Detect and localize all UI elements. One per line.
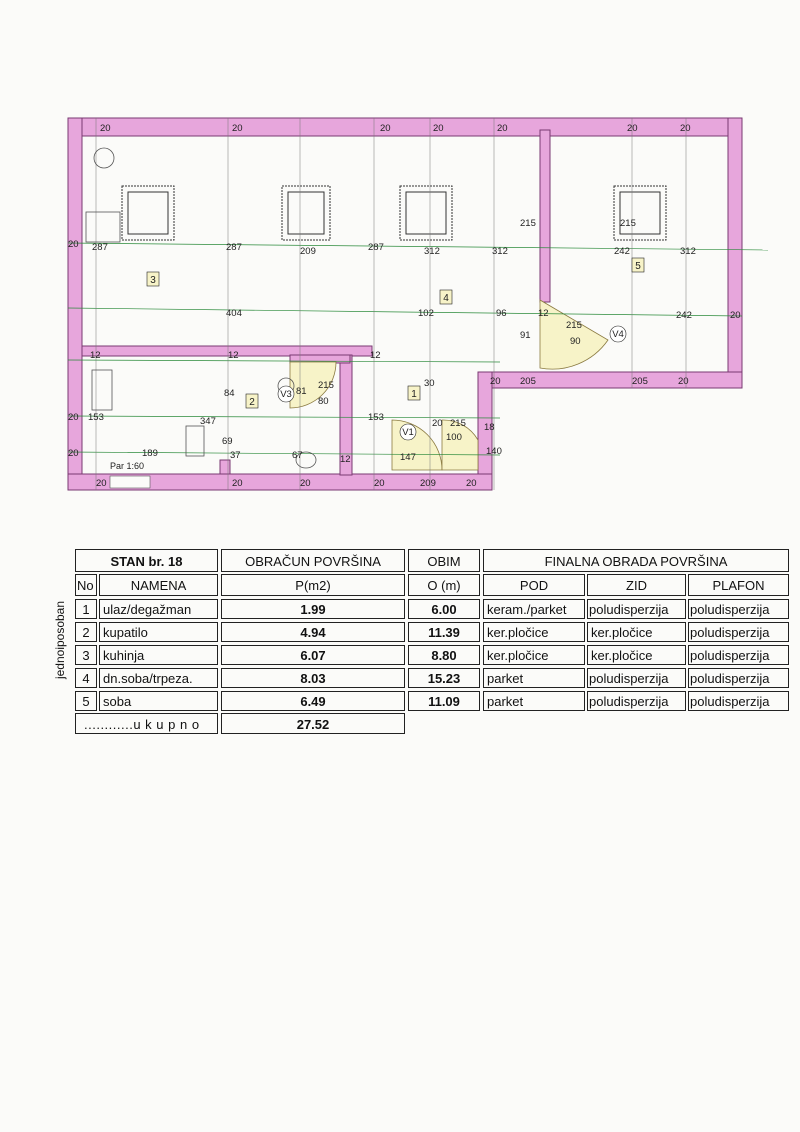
svg-text:153: 153 [88,412,104,423]
svg-text:312: 312 [492,246,508,257]
total-value: 27.52 [221,713,405,734]
svg-text:20: 20 [100,123,111,134]
col-plafon: PLAFON [688,574,789,596]
col-zid: ZID [587,574,686,596]
room-label-5: 5 [635,261,641,272]
svg-text:287: 287 [368,242,384,253]
window-label-v4: V4 [612,329,624,340]
header-obracun: OBRAČUN POVRŠINA [221,549,405,572]
header-obim: OBIM [408,549,480,572]
svg-text:215: 215 [450,418,466,429]
svg-text:20: 20 [374,478,385,489]
scale-label: Par 1:60 [110,461,145,471]
room-label-4: 4 [443,293,449,304]
svg-text:20: 20 [68,448,79,459]
header-finalna: FINALNA OBRADA POVRŠINA [483,549,789,572]
svg-text:81: 81 [296,386,307,397]
window-label-v3: V3 [280,389,292,400]
svg-text:12: 12 [370,350,381,361]
svg-text:205: 205 [632,376,648,387]
skylights [122,186,666,240]
svg-text:20: 20 [432,418,443,429]
svg-text:84: 84 [224,388,235,399]
svg-text:20: 20 [300,478,311,489]
svg-text:102: 102 [418,308,434,319]
dims-right [730,310,741,321]
total-label: ............u k u p n o [75,713,218,734]
col-p: P(m2) [221,574,405,596]
svg-text:20: 20 [730,310,741,321]
svg-text:20: 20 [96,478,107,489]
svg-text:287: 287 [92,242,108,253]
svg-text:20: 20 [232,478,243,489]
svg-text:12: 12 [538,308,549,319]
room-label-2: 2 [249,397,255,408]
room-label-3: 3 [150,275,156,286]
table-grid: STAN br. 18 OBRAČUN POVRŠINA OBIM FINALNA OBRADA POVRŠINA No NAMENA P(m2) O (m) POD ZID PLAFON 1 ulaz/degažman 1.99 6.00 keram./parket poludisperzija poludisperzija 2 kupatilo 4.94 11.39 ker.pločice ker.pločice poludisperzija 3 kuhinja 6.07 8.80 ker.pločice ker.pločice poludisperzija 4 dn.soba/trpeza. 8.03 15.23 parket poludisperzija poludisperzija 5 soba 6.49 11.09 parket poludisperzija poludisperzija ............u k u p n o 27.52 [45,545,793,735]
svg-text:312: 312 [424,246,440,257]
svg-text:209: 209 [300,246,316,257]
col-o: O (m) [408,574,480,596]
svg-text:20: 20 [68,412,79,423]
svg-text:90: 90 [570,336,581,347]
svg-text:20: 20 [68,239,79,250]
dims-room4 [370,218,549,389]
svg-text:12: 12 [340,454,351,465]
vertical-grid-lines [96,118,686,490]
svg-text:96: 96 [496,308,507,319]
svg-text:20: 20 [490,376,501,387]
svg-text:215: 215 [520,218,536,229]
col-no: No [75,574,97,596]
svg-text:20: 20 [433,123,444,134]
svg-text:242: 242 [676,310,692,321]
header-stan: STAN br. 18 [75,549,218,572]
svg-text:215: 215 [318,380,334,391]
svg-text:242: 242 [614,246,630,257]
svg-text:12: 12 [228,350,239,361]
svg-text:287: 287 [226,242,242,253]
vertical-label: jednoiposoban [53,600,67,680]
col-namena: NAMENA [99,574,218,596]
openings [110,476,150,488]
floor-plan [0,0,800,540]
svg-text:20: 20 [466,478,477,489]
svg-text:100: 100 [446,432,462,443]
svg-text:215: 215 [566,320,582,331]
svg-text:67: 67 [292,450,303,461]
svg-text:215: 215 [620,218,636,229]
svg-text:18: 18 [484,422,495,433]
svg-text:20: 20 [678,376,689,387]
svg-text:20: 20 [680,123,691,134]
svg-text:80: 80 [318,396,329,407]
svg-text:404: 404 [226,308,242,319]
svg-text:209: 209 [420,478,436,489]
window-label-v1: V1 [402,427,414,438]
svg-text:153: 153 [368,412,384,423]
dims-room3 [90,242,384,361]
room-label-1: 1 [411,389,417,400]
svg-text:30: 30 [424,378,435,389]
svg-text:189: 189 [142,448,158,459]
svg-text:91: 91 [520,330,531,341]
svg-text:347: 347 [200,416,216,427]
svg-text:147: 147 [400,452,416,463]
svg-text:312: 312 [680,246,696,257]
svg-text:20: 20 [232,123,243,134]
svg-text:20: 20 [497,123,508,134]
col-pod: POD [483,574,585,596]
svg-text:140: 140 [486,446,502,457]
svg-text:205: 205 [520,376,536,387]
svg-text:37: 37 [230,450,241,461]
svg-text:12: 12 [90,350,101,361]
svg-text:20: 20 [380,123,391,134]
svg-text:69: 69 [222,436,233,447]
svg-text:20: 20 [627,123,638,134]
